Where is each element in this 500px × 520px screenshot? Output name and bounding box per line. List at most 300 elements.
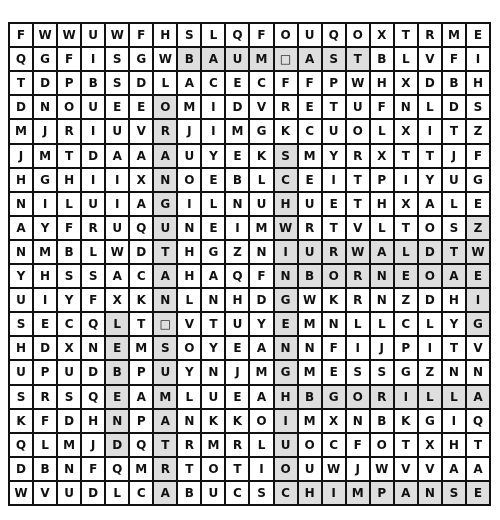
- grid-cell[interactable]: N: [226, 193, 250, 217]
- grid-cell[interactable]: D: [82, 361, 106, 385]
- grid-cell[interactable]: R: [34, 386, 58, 410]
- grid-cell[interactable]: G: [467, 169, 491, 193]
- grid-cell[interactable]: E: [395, 265, 419, 289]
- grid-cell[interactable]: J: [34, 120, 58, 144]
- grid-cell[interactable]: E: [106, 337, 130, 361]
- grid-cell[interactable]: N: [250, 241, 274, 265]
- grid-cell[interactable]: S: [371, 361, 395, 385]
- grid-cell[interactable]: Q: [106, 458, 130, 482]
- grid-cell[interactable]: □: [154, 313, 178, 337]
- grid-cell[interactable]: R: [347, 145, 371, 169]
- grid-cell[interactable]: C: [58, 313, 82, 337]
- grid-cell[interactable]: U: [58, 482, 82, 506]
- grid-cell[interactable]: W: [467, 241, 491, 265]
- grid-cell[interactable]: B: [226, 169, 250, 193]
- grid-cell[interactable]: R: [275, 96, 299, 120]
- grid-cell[interactable]: F: [250, 265, 274, 289]
- grid-cell[interactable]: A: [154, 482, 178, 506]
- grid-cell[interactable]: Q: [10, 434, 34, 458]
- grid-cell[interactable]: T: [130, 313, 154, 337]
- grid-cell[interactable]: D: [106, 434, 130, 458]
- grid-cell[interactable]: A: [202, 48, 226, 72]
- grid-cell[interactable]: Y: [10, 265, 34, 289]
- grid-cell[interactable]: U: [82, 24, 106, 48]
- grid-cell[interactable]: N: [275, 265, 299, 289]
- grid-cell[interactable]: G: [250, 120, 274, 144]
- grid-cell[interactable]: M: [250, 48, 274, 72]
- grid-cell[interactable]: D: [34, 72, 58, 96]
- grid-cell[interactable]: V: [467, 337, 491, 361]
- grid-cell[interactable]: R: [226, 434, 250, 458]
- grid-cell[interactable]: T: [226, 458, 250, 482]
- grid-cell[interactable]: A: [154, 145, 178, 169]
- grid-cell[interactable]: X: [58, 337, 82, 361]
- grid-cell[interactable]: P: [130, 361, 154, 385]
- grid-cell[interactable]: T: [202, 313, 226, 337]
- grid-cell[interactable]: K: [226, 410, 250, 434]
- grid-cell[interactable]: D: [250, 289, 274, 313]
- grid-cell[interactable]: B: [371, 48, 395, 72]
- grid-cell[interactable]: T: [347, 193, 371, 217]
- grid-cell[interactable]: M: [226, 120, 250, 144]
- grid-cell[interactable]: M: [299, 313, 323, 337]
- grid-cell[interactable]: Y: [58, 289, 82, 313]
- grid-cell[interactable]: G: [34, 169, 58, 193]
- grid-cell[interactable]: R: [299, 217, 323, 241]
- grid-cell[interactable]: W: [106, 241, 130, 265]
- grid-cell[interactable]: U: [226, 48, 250, 72]
- grid-cell[interactable]: S: [106, 72, 130, 96]
- grid-cell[interactable]: A: [130, 386, 154, 410]
- grid-cell[interactable]: K: [130, 289, 154, 313]
- grid-cell[interactable]: I: [395, 386, 419, 410]
- grid-cell[interactable]: K: [323, 289, 347, 313]
- grid-cell[interactable]: A: [467, 458, 491, 482]
- grid-cell[interactable]: X: [395, 120, 419, 144]
- grid-cell[interactable]: W: [275, 217, 299, 241]
- grid-cell[interactable]: F: [130, 24, 154, 48]
- grid-cell[interactable]: N: [395, 96, 419, 120]
- grid-cell[interactable]: W: [347, 72, 371, 96]
- grid-cell[interactable]: O: [299, 434, 323, 458]
- grid-cell[interactable]: S: [106, 48, 130, 72]
- grid-cell[interactable]: F: [82, 458, 106, 482]
- grid-cell[interactable]: K: [275, 120, 299, 144]
- grid-cell[interactable]: L: [34, 434, 58, 458]
- grid-cell[interactable]: U: [82, 193, 106, 217]
- grid-cell[interactable]: D: [130, 241, 154, 265]
- grid-cell[interactable]: A: [154, 265, 178, 289]
- grid-cell[interactable]: G: [275, 361, 299, 385]
- grid-cell[interactable]: T: [395, 217, 419, 241]
- grid-cell[interactable]: T: [347, 48, 371, 72]
- grid-cell[interactable]: U: [299, 458, 323, 482]
- grid-cell[interactable]: N: [419, 482, 443, 506]
- grid-cell[interactable]: A: [371, 241, 395, 265]
- grid-cell[interactable]: H: [275, 193, 299, 217]
- grid-cell[interactable]: E: [467, 482, 491, 506]
- grid-cell[interactable]: L: [106, 313, 130, 337]
- grid-cell[interactable]: C: [395, 313, 419, 337]
- grid-cell[interactable]: N: [10, 241, 34, 265]
- grid-cell[interactable]: H: [58, 169, 82, 193]
- grid-cell[interactable]: B: [299, 386, 323, 410]
- grid-cell[interactable]: H: [226, 289, 250, 313]
- grid-cell[interactable]: E: [467, 193, 491, 217]
- grid-cell[interactable]: F: [323, 337, 347, 361]
- grid-cell[interactable]: H: [154, 24, 178, 48]
- grid-cell[interactable]: Z: [395, 289, 419, 313]
- grid-cell[interactable]: Z: [419, 361, 443, 385]
- grid-cell[interactable]: J: [371, 337, 395, 361]
- grid-cell[interactable]: V: [419, 458, 443, 482]
- grid-cell[interactable]: S: [275, 145, 299, 169]
- grid-cell[interactable]: X: [130, 169, 154, 193]
- grid-cell[interactable]: U: [347, 96, 371, 120]
- grid-cell[interactable]: B: [371, 410, 395, 434]
- grid-cell[interactable]: U: [299, 24, 323, 48]
- grid-cell[interactable]: O: [154, 96, 178, 120]
- grid-cell[interactable]: □: [275, 48, 299, 72]
- grid-cell[interactable]: P: [371, 169, 395, 193]
- grid-cell[interactable]: F: [82, 289, 106, 313]
- grid-cell[interactable]: P: [58, 72, 82, 96]
- grid-cell[interactable]: Y: [323, 145, 347, 169]
- grid-cell[interactable]: L: [154, 72, 178, 96]
- grid-cell[interactable]: C: [226, 482, 250, 506]
- grid-cell[interactable]: X: [395, 193, 419, 217]
- grid-cell[interactable]: I: [226, 217, 250, 241]
- grid-cell[interactable]: L: [106, 482, 130, 506]
- grid-cell[interactable]: F: [371, 96, 395, 120]
- grid-cell[interactable]: L: [419, 313, 443, 337]
- grid-cell[interactable]: I: [202, 120, 226, 144]
- grid-cell[interactable]: J: [10, 145, 34, 169]
- grid-cell[interactable]: B: [178, 482, 202, 506]
- grid-cell[interactable]: L: [202, 24, 226, 48]
- grid-cell[interactable]: A: [443, 458, 467, 482]
- grid-cell[interactable]: S: [58, 265, 82, 289]
- grid-cell[interactable]: T: [395, 434, 419, 458]
- grid-cell[interactable]: L: [419, 386, 443, 410]
- grid-cell[interactable]: S: [82, 265, 106, 289]
- grid-cell[interactable]: F: [34, 410, 58, 434]
- grid-cell[interactable]: M: [299, 410, 323, 434]
- grid-cell[interactable]: X: [395, 72, 419, 96]
- grid-cell[interactable]: Q: [82, 313, 106, 337]
- grid-cell[interactable]: I: [106, 193, 130, 217]
- grid-cell[interactable]: Y: [419, 169, 443, 193]
- grid-cell[interactable]: P: [130, 410, 154, 434]
- grid-cell[interactable]: E: [226, 72, 250, 96]
- grid-cell[interactable]: R: [154, 458, 178, 482]
- grid-cell[interactable]: A: [130, 193, 154, 217]
- grid-cell[interactable]: L: [178, 386, 202, 410]
- grid-cell[interactable]: I: [202, 96, 226, 120]
- grid-cell[interactable]: L: [178, 289, 202, 313]
- grid-cell[interactable]: N: [371, 289, 395, 313]
- grid-cell[interactable]: E: [226, 386, 250, 410]
- grid-cell[interactable]: A: [154, 410, 178, 434]
- grid-cell[interactable]: S: [443, 482, 467, 506]
- grid-cell[interactable]: N: [347, 410, 371, 434]
- grid-cell[interactable]: O: [250, 410, 274, 434]
- grid-cell[interactable]: B: [178, 48, 202, 72]
- grid-cell[interactable]: U: [178, 145, 202, 169]
- grid-cell[interactable]: X: [371, 24, 395, 48]
- grid-cell[interactable]: H: [371, 193, 395, 217]
- grid-cell[interactable]: G: [419, 410, 443, 434]
- grid-cell[interactable]: S: [10, 313, 34, 337]
- grid-cell[interactable]: O: [371, 434, 395, 458]
- grid-cell[interactable]: T: [154, 241, 178, 265]
- grid-cell[interactable]: N: [323, 313, 347, 337]
- grid-cell[interactable]: M: [130, 458, 154, 482]
- grid-cell[interactable]: L: [395, 241, 419, 265]
- grid-cell[interactable]: H: [178, 241, 202, 265]
- grid-cell[interactable]: M: [443, 24, 467, 48]
- grid-cell[interactable]: X: [419, 434, 443, 458]
- grid-cell[interactable]: T: [10, 72, 34, 96]
- grid-cell[interactable]: L: [82, 241, 106, 265]
- grid-cell[interactable]: U: [443, 169, 467, 193]
- grid-cell[interactable]: A: [419, 193, 443, 217]
- grid-cell[interactable]: M: [347, 482, 371, 506]
- grid-cell[interactable]: D: [82, 482, 106, 506]
- grid-cell[interactable]: L: [371, 120, 395, 144]
- grid-cell[interactable]: F: [58, 48, 82, 72]
- grid-cell[interactable]: V: [130, 120, 154, 144]
- grid-cell[interactable]: L: [371, 217, 395, 241]
- grid-cell[interactable]: G: [130, 48, 154, 72]
- grid-cell[interactable]: E: [323, 361, 347, 385]
- grid-cell[interactable]: T: [419, 145, 443, 169]
- grid-cell[interactable]: E: [299, 169, 323, 193]
- grid-cell[interactable]: Q: [226, 265, 250, 289]
- grid-cell[interactable]: D: [419, 72, 443, 96]
- grid-cell[interactable]: E: [299, 96, 323, 120]
- grid-cell[interactable]: K: [250, 145, 274, 169]
- grid-cell[interactable]: U: [202, 386, 226, 410]
- grid-cell[interactable]: H: [467, 72, 491, 96]
- grid-cell[interactable]: L: [371, 313, 395, 337]
- grid-cell[interactable]: X: [106, 289, 130, 313]
- grid-cell[interactable]: M: [250, 217, 274, 241]
- grid-cell[interactable]: D: [10, 96, 34, 120]
- grid-cell[interactable]: O: [323, 265, 347, 289]
- grid-cell[interactable]: T: [323, 96, 347, 120]
- grid-cell[interactable]: M: [154, 386, 178, 410]
- grid-cell[interactable]: O: [275, 458, 299, 482]
- grid-cell[interactable]: W: [58, 24, 82, 48]
- grid-cell[interactable]: A: [202, 265, 226, 289]
- grid-cell[interactable]: C: [202, 72, 226, 96]
- grid-cell[interactable]: I: [419, 337, 443, 361]
- grid-cell[interactable]: E: [323, 193, 347, 217]
- grid-cell[interactable]: F: [250, 24, 274, 48]
- grid-cell[interactable]: I: [250, 458, 274, 482]
- grid-cell[interactable]: I: [275, 241, 299, 265]
- grid-cell[interactable]: S: [467, 96, 491, 120]
- grid-cell[interactable]: F: [10, 24, 34, 48]
- grid-cell[interactable]: R: [347, 289, 371, 313]
- grid-cell[interactable]: N: [178, 217, 202, 241]
- grid-cell[interactable]: M: [10, 120, 34, 144]
- grid-cell[interactable]: W: [347, 241, 371, 265]
- grid-cell[interactable]: S: [178, 24, 202, 48]
- grid-cell[interactable]: M: [34, 241, 58, 265]
- grid-cell[interactable]: I: [34, 289, 58, 313]
- grid-cell[interactable]: H: [371, 72, 395, 96]
- grid-cell[interactable]: U: [299, 241, 323, 265]
- grid-cell[interactable]: M: [34, 145, 58, 169]
- grid-cell[interactable]: U: [106, 217, 130, 241]
- grid-cell[interactable]: N: [154, 289, 178, 313]
- grid-cell[interactable]: R: [82, 217, 106, 241]
- grid-cell[interactable]: Q: [130, 434, 154, 458]
- grid-cell[interactable]: C: [130, 482, 154, 506]
- grid-cell[interactable]: H: [443, 289, 467, 313]
- grid-cell[interactable]: F: [443, 48, 467, 72]
- grid-cell[interactable]: I: [443, 410, 467, 434]
- grid-cell[interactable]: M: [250, 361, 274, 385]
- grid-cell[interactable]: Y: [443, 313, 467, 337]
- grid-cell[interactable]: U: [299, 193, 323, 217]
- grid-cell[interactable]: L: [58, 193, 82, 217]
- grid-cell[interactable]: J: [443, 145, 467, 169]
- grid-cell[interactable]: O: [347, 24, 371, 48]
- grid-cell[interactable]: N: [58, 458, 82, 482]
- grid-cell[interactable]: O: [347, 386, 371, 410]
- grid-cell[interactable]: Q: [467, 410, 491, 434]
- grid-cell[interactable]: J: [82, 434, 106, 458]
- grid-cell[interactable]: U: [106, 120, 130, 144]
- grid-cell[interactable]: M: [58, 434, 82, 458]
- grid-cell[interactable]: H: [275, 386, 299, 410]
- grid-cell[interactable]: E: [202, 217, 226, 241]
- grid-cell[interactable]: V: [419, 48, 443, 72]
- grid-cell[interactable]: T: [443, 241, 467, 265]
- grid-cell[interactable]: T: [323, 217, 347, 241]
- grid-cell[interactable]: O: [347, 120, 371, 144]
- grid-cell[interactable]: E: [226, 145, 250, 169]
- grid-cell[interactable]: N: [178, 410, 202, 434]
- grid-cell[interactable]: V: [34, 482, 58, 506]
- grid-cell[interactable]: N: [467, 361, 491, 385]
- grid-cell[interactable]: Z: [467, 217, 491, 241]
- grid-cell[interactable]: O: [202, 458, 226, 482]
- grid-cell[interactable]: J: [226, 361, 250, 385]
- grid-cell[interactable]: I: [82, 169, 106, 193]
- grid-cell[interactable]: O: [419, 265, 443, 289]
- grid-cell[interactable]: N: [154, 169, 178, 193]
- grid-cell[interactable]: K: [395, 410, 419, 434]
- grid-cell[interactable]: I: [82, 120, 106, 144]
- grid-cell[interactable]: C: [275, 482, 299, 506]
- grid-cell[interactable]: L: [202, 193, 226, 217]
- grid-cell[interactable]: A: [10, 217, 34, 241]
- grid-cell[interactable]: A: [250, 337, 274, 361]
- grid-cell[interactable]: V: [250, 96, 274, 120]
- grid-cell[interactable]: Y: [250, 313, 274, 337]
- grid-cell[interactable]: M: [202, 434, 226, 458]
- grid-cell[interactable]: E: [202, 169, 226, 193]
- grid-cell[interactable]: D: [419, 241, 443, 265]
- grid-cell[interactable]: F: [467, 145, 491, 169]
- grid-cell[interactable]: L: [250, 169, 274, 193]
- grid-cell[interactable]: K: [10, 410, 34, 434]
- grid-cell[interactable]: N: [443, 361, 467, 385]
- grid-cell[interactable]: F: [275, 72, 299, 96]
- grid-cell[interactable]: G: [154, 193, 178, 217]
- grid-cell[interactable]: S: [58, 386, 82, 410]
- grid-cell[interactable]: A: [467, 386, 491, 410]
- grid-cell[interactable]: N: [299, 337, 323, 361]
- grid-cell[interactable]: F: [299, 72, 323, 96]
- grid-cell[interactable]: H: [10, 337, 34, 361]
- grid-cell[interactable]: W: [371, 458, 395, 482]
- grid-cell[interactable]: I: [82, 48, 106, 72]
- grid-cell[interactable]: D: [130, 72, 154, 96]
- grid-cell[interactable]: B: [82, 72, 106, 96]
- grid-cell[interactable]: S: [323, 48, 347, 72]
- grid-cell[interactable]: U: [202, 482, 226, 506]
- grid-cell[interactable]: Y: [34, 217, 58, 241]
- grid-cell[interactable]: T: [347, 169, 371, 193]
- grid-cell[interactable]: M: [299, 145, 323, 169]
- grid-cell[interactable]: H: [10, 169, 34, 193]
- grid-cell[interactable]: N: [202, 289, 226, 313]
- grid-cell[interactable]: S: [347, 361, 371, 385]
- grid-cell[interactable]: U: [154, 217, 178, 241]
- grid-cell[interactable]: U: [58, 361, 82, 385]
- grid-cell[interactable]: Q: [10, 48, 34, 72]
- grid-cell[interactable]: G: [275, 289, 299, 313]
- grid-cell[interactable]: P: [371, 482, 395, 506]
- grid-cell[interactable]: I: [178, 193, 202, 217]
- grid-cell[interactable]: P: [395, 337, 419, 361]
- grid-cell[interactable]: R: [419, 24, 443, 48]
- grid-cell[interactable]: L: [443, 193, 467, 217]
- grid-cell[interactable]: I: [323, 169, 347, 193]
- grid-cell[interactable]: U: [10, 361, 34, 385]
- grid-cell[interactable]: D: [82, 145, 106, 169]
- grid-cell[interactable]: K: [202, 410, 226, 434]
- grid-cell[interactable]: M: [130, 337, 154, 361]
- grid-cell[interactable]: U: [323, 120, 347, 144]
- grid-cell[interactable]: Q: [323, 24, 347, 48]
- grid-cell[interactable]: E: [130, 96, 154, 120]
- grid-cell[interactable]: G: [395, 361, 419, 385]
- grid-cell[interactable]: W: [154, 48, 178, 72]
- grid-cell[interactable]: V: [347, 217, 371, 241]
- grid-cell[interactable]: L: [347, 313, 371, 337]
- grid-cell[interactable]: C: [275, 169, 299, 193]
- grid-cell[interactable]: N: [34, 96, 58, 120]
- grid-cell[interactable]: O: [58, 96, 82, 120]
- grid-cell[interactable]: I: [395, 169, 419, 193]
- grid-cell[interactable]: O: [178, 169, 202, 193]
- grid-cell[interactable]: A: [106, 265, 130, 289]
- grid-cell[interactable]: Y: [202, 337, 226, 361]
- grid-cell[interactable]: Z: [467, 120, 491, 144]
- grid-cell[interactable]: B: [299, 265, 323, 289]
- grid-cell[interactable]: J: [347, 458, 371, 482]
- grid-cell[interactable]: V: [178, 313, 202, 337]
- grid-cell[interactable]: E: [467, 24, 491, 48]
- grid-cell[interactable]: F: [347, 434, 371, 458]
- grid-cell[interactable]: H: [178, 265, 202, 289]
